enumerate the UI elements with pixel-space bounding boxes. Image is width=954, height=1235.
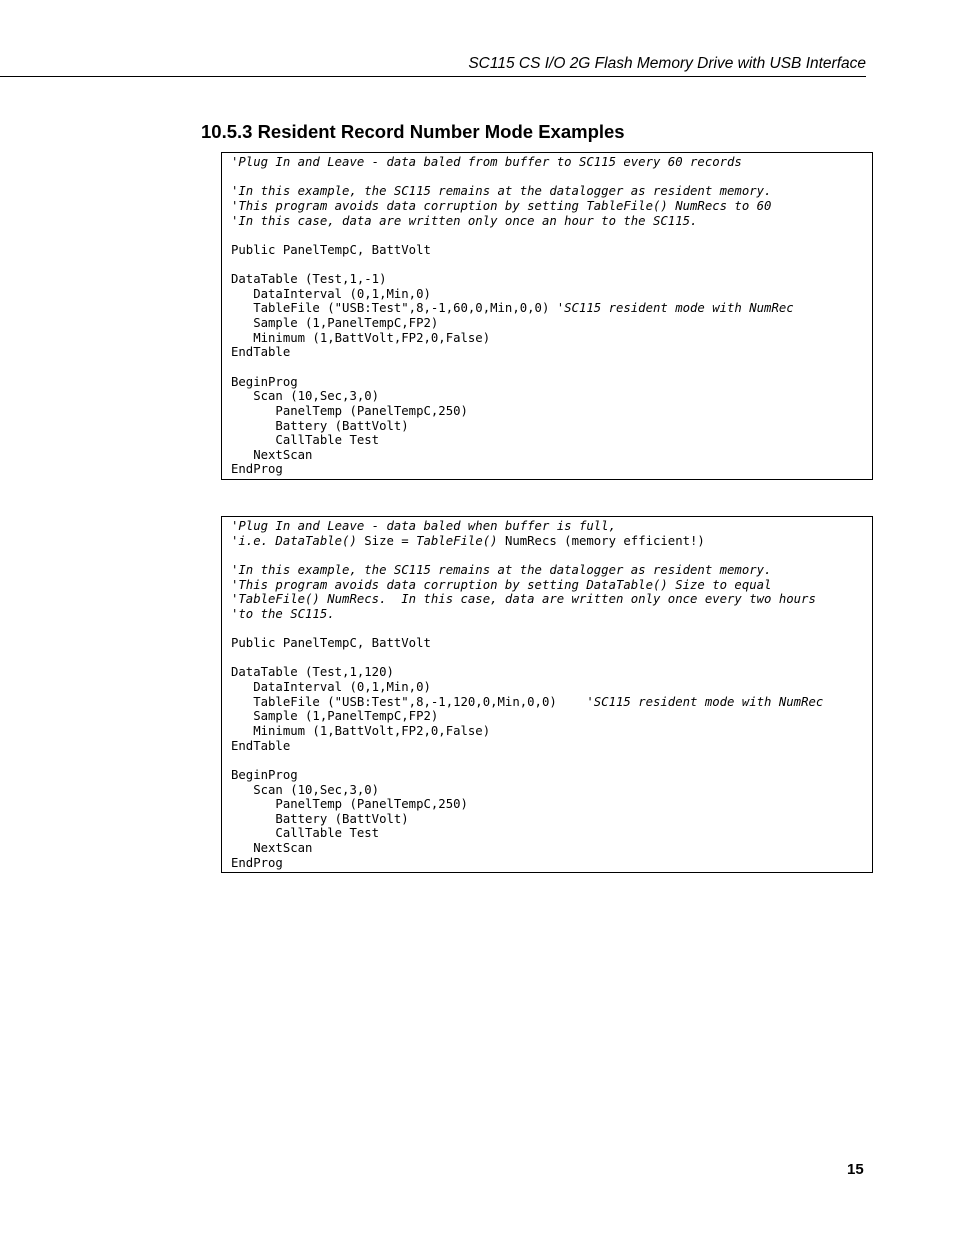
code-line	[231, 797, 872, 812]
code-comment: 'This program avoids data corruption by setting DataTable() Size to equal	[231, 577, 772, 592]
code-text: CallTable Test	[231, 433, 380, 448]
code-line	[231, 155, 872, 170]
code-comment: 'SC115 resident mode with NumRec	[556, 301, 794, 316]
code-listing-2	[221, 516, 873, 873]
code-line	[231, 856, 872, 871]
code-text: BeginProg	[231, 767, 298, 782]
code-text: Scan (10,Sec,3,0)	[231, 389, 380, 404]
code-text: Battery (BattVolt)	[231, 418, 409, 433]
code-line	[231, 651, 872, 666]
code-line	[231, 257, 872, 272]
code-line	[231, 433, 872, 448]
code-text: Minimum (1,BattVolt,FP2,0,False)	[231, 330, 491, 345]
code-comment: 'In this case, data are written only once an hour to the SC115.	[231, 213, 698, 228]
code-comment: 'Plug In and Leave - data baled when buffer is full,	[231, 519, 616, 533]
code-line	[231, 199, 872, 214]
code-line	[231, 331, 872, 346]
code-line	[231, 592, 872, 607]
code-text: Sample (1,PanelTempC,FP2)	[231, 316, 439, 331]
code-line	[231, 665, 872, 680]
code-line	[231, 563, 872, 578]
code-line	[231, 812, 872, 827]
code-line	[231, 636, 872, 651]
code-line	[231, 534, 872, 549]
code-text: EndProg	[231, 855, 283, 870]
code-comment: TableFile()	[416, 533, 505, 548]
code-line	[231, 519, 872, 534]
code-line	[231, 753, 872, 768]
code-text: CallTable Test	[231, 826, 380, 841]
code-line	[231, 578, 872, 593]
code-line	[231, 695, 872, 710]
code-listing-1	[221, 152, 873, 480]
code-text: EndTable	[231, 738, 291, 753]
code-text: PanelTemp (PanelTempC,250)	[231, 797, 468, 812]
code-line	[231, 680, 872, 695]
code-line	[231, 448, 872, 463]
code-text: DataTable (Test,1,-1)	[231, 272, 387, 287]
code-line	[231, 301, 872, 316]
code-text: NextScan	[231, 841, 313, 856]
code-comment: 'In this example, the SC115 remains at the datalogger as resident memory.	[231, 562, 772, 577]
code-line	[231, 709, 872, 724]
code-text: NextScan	[231, 447, 313, 462]
page-number: 15	[847, 1161, 864, 1178]
code-text: BeginProg	[231, 374, 298, 389]
section-title: 10.5.3 Resident Record Number Mode Examples	[201, 121, 625, 142]
code-line	[231, 170, 872, 185]
code-text: Public PanelTempC, BattVolt	[231, 636, 431, 651]
code-line	[231, 783, 872, 798]
code-text: EndTable	[231, 345, 291, 360]
code-line	[231, 621, 872, 636]
code-comment: 'Plug In and Leave - data baled from buffer to SC115 every 60 records	[231, 155, 742, 169]
code-comment: 'to the SC115.	[231, 606, 335, 621]
code-text: Scan (10,Sec,3,0)	[231, 782, 380, 797]
code-text: EndProg	[231, 462, 283, 477]
code-line	[231, 360, 872, 375]
code-line	[231, 739, 872, 754]
code-comment: 'SC115 resident mode with NumRec	[586, 694, 824, 709]
code-line	[231, 404, 872, 419]
code-line	[231, 316, 872, 331]
code-text: DataInterval (0,1,Min,0)	[231, 286, 431, 301]
code-line	[231, 272, 872, 287]
code-line	[231, 419, 872, 434]
code-line	[231, 607, 872, 622]
code-text: Size =	[364, 533, 417, 548]
code-text: DataInterval (0,1,Min,0)	[231, 680, 431, 695]
code-line	[231, 375, 872, 390]
code-line	[231, 768, 872, 783]
code-text: Sample (1,PanelTempC,FP2)	[231, 709, 439, 724]
running-header: SC115 CS I/O 2G Flash Memory Drive with USB Interface	[0, 55, 866, 77]
code-line	[231, 184, 872, 199]
code-line	[231, 841, 872, 856]
code-text: TableFile ("USB:Test",8,-1,120,0,Min,0,0)	[231, 694, 587, 709]
code-text: TableFile ("USB:Test",8,-1,60,0,Min,0,0)	[231, 301, 557, 316]
code-text: Minimum (1,BattVolt,FP2,0,False)	[231, 723, 491, 738]
code-line	[231, 243, 872, 258]
code-text: DataTable (Test,1,120)	[231, 665, 394, 680]
code-text: PanelTemp (PanelTempC,250)	[231, 403, 468, 418]
code-comment: 'i.e. DataTable()	[231, 533, 365, 548]
code-text: Public PanelTempC, BattVolt	[231, 242, 431, 257]
code-line	[231, 228, 872, 243]
code-line	[231, 724, 872, 739]
code-line	[231, 287, 872, 302]
code-line	[231, 826, 872, 841]
code-line	[231, 548, 872, 563]
code-comment: 'This program avoids data corruption by setting TableFile() NumRecs to 60	[231, 198, 772, 213]
code-line	[231, 214, 872, 229]
code-text: NumRecs (memory efficient!)	[504, 533, 705, 548]
code-line	[231, 462, 872, 477]
code-comment: 'TableFile() NumRecs. In this case, data are written only once every two hours	[231, 592, 816, 607]
code-line	[231, 389, 872, 404]
code-comment: 'In this example, the SC115 remains at the datalogger as resident memory.	[231, 184, 772, 199]
code-line	[231, 345, 872, 360]
code-text: Battery (BattVolt)	[231, 811, 409, 826]
